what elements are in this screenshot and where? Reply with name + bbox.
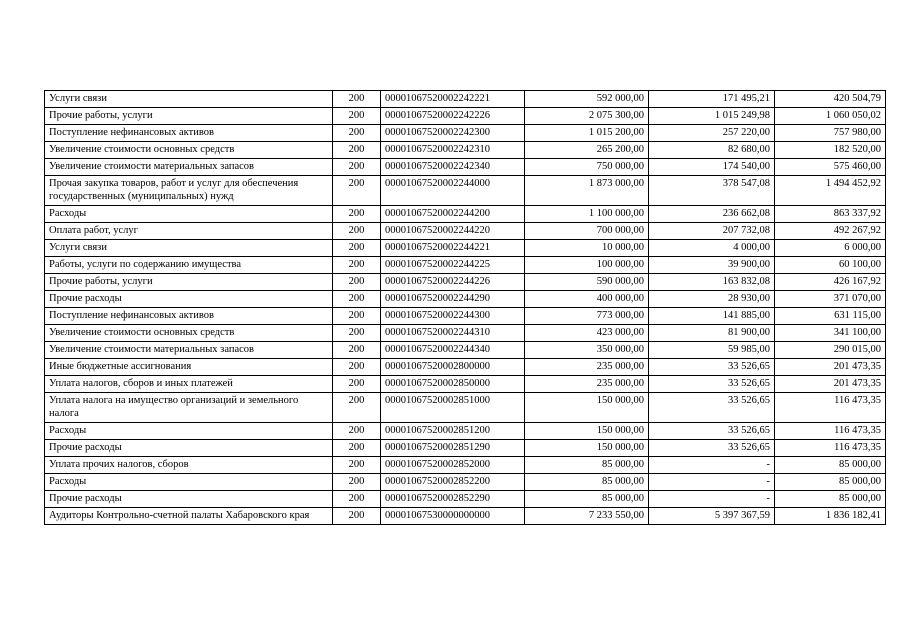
row-classification-code-cell: 00001067520002800000 (381, 359, 525, 376)
row-unexecuted-amount-cell: 85 000,00 (775, 457, 886, 474)
row-classification-code-cell: 00001067520002852200 (381, 474, 525, 491)
table-row (45, 108, 886, 125)
row-approved-amount-cell: 235 000,00 (525, 376, 649, 393)
row-executed-amount-cell: - (649, 457, 775, 474)
row-grbs-code-cell: 200 (333, 240, 381, 257)
row-name-cell: Расходы (45, 474, 333, 491)
row-grbs-code-cell: 200 (333, 142, 381, 159)
row-unexecuted-amount-cell: 182 520,00 (775, 142, 886, 159)
row-grbs-code-cell: 200 (333, 508, 381, 525)
row-grbs-code-cell: 200 (333, 108, 381, 125)
row-classification-code-cell: 00001067520002244310 (381, 325, 525, 342)
row-executed-amount-cell: 236 662,08 (649, 206, 775, 223)
row-grbs-code-cell: 200 (333, 457, 381, 474)
table-row (45, 423, 886, 440)
table-row (45, 159, 886, 176)
row-executed-amount-cell: 378 547,08 (649, 176, 775, 206)
row-approved-amount-cell: 100 000,00 (525, 257, 649, 274)
row-name-cell: Аудиторы Контрольно-счетной палаты Хабаровского края (45, 508, 333, 525)
row-executed-amount-cell: 207 732,08 (649, 223, 775, 240)
row-grbs-code-cell: 200 (333, 274, 381, 291)
row-name-cell: Поступление нефинансовых активов (45, 308, 333, 325)
row-grbs-code-cell: 200 (333, 393, 381, 423)
row-approved-amount-cell: 750 000,00 (525, 159, 649, 176)
table-row (45, 142, 886, 159)
row-executed-amount-cell: 171 495,21 (649, 91, 775, 108)
row-executed-amount-cell: 81 900,00 (649, 325, 775, 342)
row-approved-amount-cell: 150 000,00 (525, 440, 649, 457)
row-classification-code-cell: 00001067520002244000 (381, 176, 525, 206)
row-unexecuted-amount-cell: 290 015,00 (775, 342, 886, 359)
row-unexecuted-amount-cell: 1 836 182,41 (775, 508, 886, 525)
row-approved-amount-cell: 1 873 000,00 (525, 176, 649, 206)
row-approved-amount-cell: 85 000,00 (525, 474, 649, 491)
row-grbs-code-cell: 200 (333, 206, 381, 223)
row-unexecuted-amount-cell: 420 504,79 (775, 91, 886, 108)
row-name-cell: Услуги связи (45, 91, 333, 108)
row-executed-amount-cell: 59 985,00 (649, 342, 775, 359)
table-row (45, 393, 886, 423)
table-row (45, 325, 886, 342)
row-approved-amount-cell: 1 015 200,00 (525, 125, 649, 142)
row-executed-amount-cell: 141 885,00 (649, 308, 775, 325)
table-row (45, 491, 886, 508)
row-executed-amount-cell: 82 680,00 (649, 142, 775, 159)
table-row (45, 91, 886, 108)
row-classification-code-cell: 00001067520002852290 (381, 491, 525, 508)
row-approved-amount-cell: 400 000,00 (525, 291, 649, 308)
row-name-cell: Иные бюджетные ассигнования (45, 359, 333, 376)
table-row (45, 176, 886, 206)
row-classification-code-cell: 00001067520002850000 (381, 376, 525, 393)
row-classification-code-cell: 00001067520002244290 (381, 291, 525, 308)
row-classification-code-cell: 00001067520002244226 (381, 274, 525, 291)
row-executed-amount-cell: 33 526,65 (649, 376, 775, 393)
table-row (45, 206, 886, 223)
row-unexecuted-amount-cell: 116 473,35 (775, 393, 886, 423)
row-grbs-code-cell: 200 (333, 376, 381, 393)
row-unexecuted-amount-cell: 85 000,00 (775, 491, 886, 508)
row-name-cell: Уплата налогов, сборов и иных платежей (45, 376, 333, 393)
table-row (45, 291, 886, 308)
row-approved-amount-cell: 700 000,00 (525, 223, 649, 240)
row-unexecuted-amount-cell: 426 167,92 (775, 274, 886, 291)
table-row (45, 308, 886, 325)
row-grbs-code-cell: 200 (333, 440, 381, 457)
table-row (45, 376, 886, 393)
row-classification-code-cell: 00001067520002852000 (381, 457, 525, 474)
row-name-cell: Прочие расходы (45, 491, 333, 508)
row-approved-amount-cell: 235 000,00 (525, 359, 649, 376)
row-classification-code-cell: 00001067520002242221 (381, 91, 525, 108)
row-approved-amount-cell: 265 200,00 (525, 142, 649, 159)
row-executed-amount-cell: - (649, 491, 775, 508)
table-row (45, 257, 886, 274)
table-row (45, 457, 886, 474)
row-approved-amount-cell: 2 075 300,00 (525, 108, 649, 125)
row-name-cell: Поступление нефинансовых активов (45, 125, 333, 142)
row-name-cell: Увеличение стоимости основных средств (45, 142, 333, 159)
row-classification-code-cell: 00001067520002242340 (381, 159, 525, 176)
row-unexecuted-amount-cell: 116 473,35 (775, 423, 886, 440)
row-unexecuted-amount-cell: 1 494 452,92 (775, 176, 886, 206)
row-unexecuted-amount-cell: 371 070,00 (775, 291, 886, 308)
row-unexecuted-amount-cell: 575 460,00 (775, 159, 886, 176)
table-row (45, 440, 886, 457)
row-grbs-code-cell: 200 (333, 257, 381, 274)
row-grbs-code-cell: 200 (333, 291, 381, 308)
row-classification-code-cell: 00001067530000000000 (381, 508, 525, 525)
row-executed-amount-cell: 28 930,00 (649, 291, 775, 308)
row-grbs-code-cell: 200 (333, 91, 381, 108)
row-unexecuted-amount-cell: 631 115,00 (775, 308, 886, 325)
row-grbs-code-cell: 200 (333, 176, 381, 206)
row-unexecuted-amount-cell: 863 337,92 (775, 206, 886, 223)
table-row (45, 359, 886, 376)
row-name-cell: Расходы (45, 423, 333, 440)
row-approved-amount-cell: 85 000,00 (525, 457, 649, 474)
row-name-cell: Прочие расходы (45, 291, 333, 308)
row-classification-code-cell: 00001067520002242300 (381, 125, 525, 142)
table-row (45, 125, 886, 142)
row-classification-code-cell: 00001067520002244225 (381, 257, 525, 274)
table-row (45, 474, 886, 491)
row-classification-code-cell: 00001067520002244200 (381, 206, 525, 223)
row-executed-amount-cell: 1 015 249,98 (649, 108, 775, 125)
row-name-cell: Уплата прочих налогов, сборов (45, 457, 333, 474)
row-classification-code-cell: 00001067520002851290 (381, 440, 525, 457)
table-row (45, 274, 886, 291)
row-name-cell: Увеличение стоимости материальных запасов (45, 342, 333, 359)
row-grbs-code-cell: 200 (333, 308, 381, 325)
row-unexecuted-amount-cell: 6 000,00 (775, 240, 886, 257)
row-grbs-code-cell: 200 (333, 359, 381, 376)
row-name-cell: Уплата налога на имущество организаций и земельного налога (45, 393, 333, 423)
row-executed-amount-cell: 4 000,00 (649, 240, 775, 257)
row-grbs-code-cell: 200 (333, 125, 381, 142)
row-approved-amount-cell: 350 000,00 (525, 342, 649, 359)
row-classification-code-cell: 00001067520002244221 (381, 240, 525, 257)
row-executed-amount-cell: 33 526,65 (649, 440, 775, 457)
row-approved-amount-cell: 592 000,00 (525, 91, 649, 108)
row-executed-amount-cell: 257 220,00 (649, 125, 775, 142)
row-unexecuted-amount-cell: 492 267,92 (775, 223, 886, 240)
row-name-cell: Прочая закупка товаров, работ и услуг для обеспечения государственных (муниципальных) нужд (45, 176, 333, 206)
row-grbs-code-cell: 200 (333, 159, 381, 176)
row-unexecuted-amount-cell: 201 473,35 (775, 359, 886, 376)
table-row (45, 508, 886, 525)
row-name-cell: Прочие расходы (45, 440, 333, 457)
row-executed-amount-cell: 163 832,08 (649, 274, 775, 291)
row-name-cell: Оплата работ, услуг (45, 223, 333, 240)
row-approved-amount-cell: 423 000,00 (525, 325, 649, 342)
table-row (45, 223, 886, 240)
row-grbs-code-cell: 200 (333, 325, 381, 342)
row-executed-amount-cell: 174 540,00 (649, 159, 775, 176)
row-classification-code-cell: 00001067520002242226 (381, 108, 525, 125)
row-executed-amount-cell: 5 397 367,59 (649, 508, 775, 525)
table-row (45, 240, 886, 257)
row-classification-code-cell: 00001067520002244220 (381, 223, 525, 240)
row-classification-code-cell: 00001067520002244340 (381, 342, 525, 359)
row-unexecuted-amount-cell: 1 060 050,02 (775, 108, 886, 125)
row-approved-amount-cell: 1 100 000,00 (525, 206, 649, 223)
row-approved-amount-cell: 10 000,00 (525, 240, 649, 257)
row-name-cell: Работы, услуги по содержанию имущества (45, 257, 333, 274)
row-approved-amount-cell: 85 000,00 (525, 491, 649, 508)
row-unexecuted-amount-cell: 116 473,35 (775, 440, 886, 457)
row-approved-amount-cell: 7 233 550,00 (525, 508, 649, 525)
row-unexecuted-amount-cell: 757 980,00 (775, 125, 886, 142)
row-name-cell: Расходы (45, 206, 333, 223)
row-unexecuted-amount-cell: 201 473,35 (775, 376, 886, 393)
row-unexecuted-amount-cell: 341 100,00 (775, 325, 886, 342)
row-approved-amount-cell: 773 000,00 (525, 308, 649, 325)
row-name-cell: Прочие работы, услуги (45, 108, 333, 125)
row-grbs-code-cell: 200 (333, 491, 381, 508)
budget-execution-table (44, 90, 886, 525)
row-classification-code-cell: 00001067520002244300 (381, 308, 525, 325)
row-grbs-code-cell: 200 (333, 423, 381, 440)
row-grbs-code-cell: 200 (333, 223, 381, 240)
row-name-cell: Увеличение стоимости материальных запасов (45, 159, 333, 176)
row-classification-code-cell: 00001067520002242310 (381, 142, 525, 159)
row-executed-amount-cell: 33 526,65 (649, 393, 775, 423)
row-unexecuted-amount-cell: 60 100,00 (775, 257, 886, 274)
row-approved-amount-cell: 590 000,00 (525, 274, 649, 291)
table-body (45, 91, 886, 525)
row-grbs-code-cell: 200 (333, 342, 381, 359)
row-approved-amount-cell: 150 000,00 (525, 393, 649, 423)
row-name-cell: Услуги связи (45, 240, 333, 257)
table-row (45, 342, 886, 359)
row-classification-code-cell: 00001067520002851200 (381, 423, 525, 440)
row-classification-code-cell: 00001067520002851000 (381, 393, 525, 423)
row-executed-amount-cell: - (649, 474, 775, 491)
row-executed-amount-cell: 33 526,65 (649, 359, 775, 376)
row-unexecuted-amount-cell: 85 000,00 (775, 474, 886, 491)
row-name-cell: Увеличение стоимости основных средств (45, 325, 333, 342)
row-grbs-code-cell: 200 (333, 474, 381, 491)
row-name-cell: Прочие работы, услуги (45, 274, 333, 291)
row-executed-amount-cell: 33 526,65 (649, 423, 775, 440)
row-approved-amount-cell: 150 000,00 (525, 423, 649, 440)
row-executed-amount-cell: 39 900,00 (649, 257, 775, 274)
